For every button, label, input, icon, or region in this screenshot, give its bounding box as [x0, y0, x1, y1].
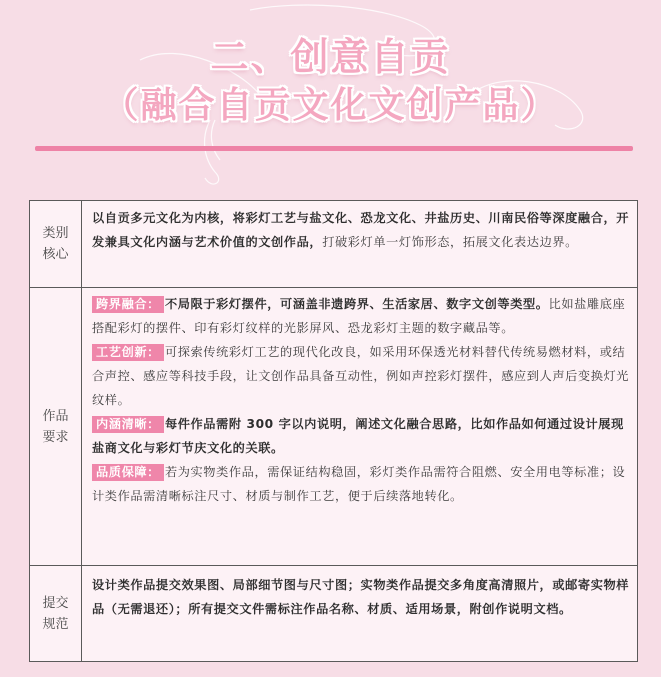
page-subtitle: （融合自贡文化文创产品）	[102, 84, 559, 126]
table-row-requirements	[30, 288, 637, 566]
table-row-submission	[30, 566, 637, 662]
submission-text-bold: 设计类作品提交效果图、局部细节图与尺寸图；实物类作品提交多角度高清照片，或邮寄实物样品（无需退还）；所有提交文件需标注作品名称、材质、适用场景，附创作说明文档。	[92, 578, 630, 616]
core-text: 打破彩灯单一灯饰形态，拓展文化表达边界。	[322, 235, 578, 249]
info-table	[29, 200, 638, 662]
row-label-line1: 类别	[42, 226, 69, 241]
requirement-item	[92, 412, 631, 460]
requirement-tag: 跨界融合：	[92, 296, 164, 313]
row-content-requirements	[92, 288, 631, 569]
requirement-item	[92, 340, 631, 412]
requirement-text: 若为实物类作品，需保证结构稳固，彩灯类作品需符合阻燃、安全用电等标准；设计类作品需清晰标注尺寸、材质与制作工艺，便于后续落地转化。	[92, 465, 626, 503]
divider-line	[35, 146, 633, 151]
core-text-bold: 以自贡多元文化为内核，将彩灯工艺与盐文化、恐龙文化、井盐历史、川南民俗等深度融合，开发兼具文化内涵与艺术价值的文创作品，	[92, 211, 630, 249]
requirement-text: 比如盐雕底座搭配彩灯的摆件、印有彩灯纹样的光影屏风、恐龙彩灯主题的数字藏品等。	[92, 297, 626, 335]
page-title: 二、创意自贡	[210, 34, 451, 79]
requirement-tag: 工艺创新：	[92, 344, 164, 361]
row-label-core	[30, 201, 82, 287]
row-label-submission	[30, 566, 82, 662]
row-label-requirements	[30, 288, 82, 565]
requirement-text: 可探索传统彩灯工艺的现代化改良，如采用环保透光材料替代传统易燃材料，或结合声控、感应等科技手段，让文创作品具备互动性，例如声控彩灯摆件，感应到人声后变换灯光纹样。	[92, 345, 630, 407]
row-content-submission	[92, 566, 631, 669]
requirement-tag: 品质保障：	[92, 464, 164, 481]
row-label-line1: 提交	[42, 596, 69, 611]
row-label-line2: 规范	[42, 617, 69, 632]
table-row-core	[30, 201, 637, 288]
requirement-text-bold: 每件作品需附 300 字以内说明，阐述文化融合思路，比如作品如何通过设计展现盐商文化与彩灯节庆文化的关联。	[92, 417, 624, 455]
row-label-line2: 要求	[42, 429, 69, 445]
requirement-item	[92, 460, 631, 508]
row-content-core	[92, 201, 631, 292]
row-label-line1: 作品	[42, 408, 69, 424]
title-area	[0, 0, 661, 160]
requirement-item	[92, 292, 631, 340]
requirement-text-bold: 不局限于彩灯摆件，可涵盖非遗跨界、生活家居、数字文创等类型。	[164, 297, 549, 311]
row-label-line2: 核心	[42, 247, 69, 262]
requirement-tag: 内涵清晰：	[92, 416, 164, 433]
